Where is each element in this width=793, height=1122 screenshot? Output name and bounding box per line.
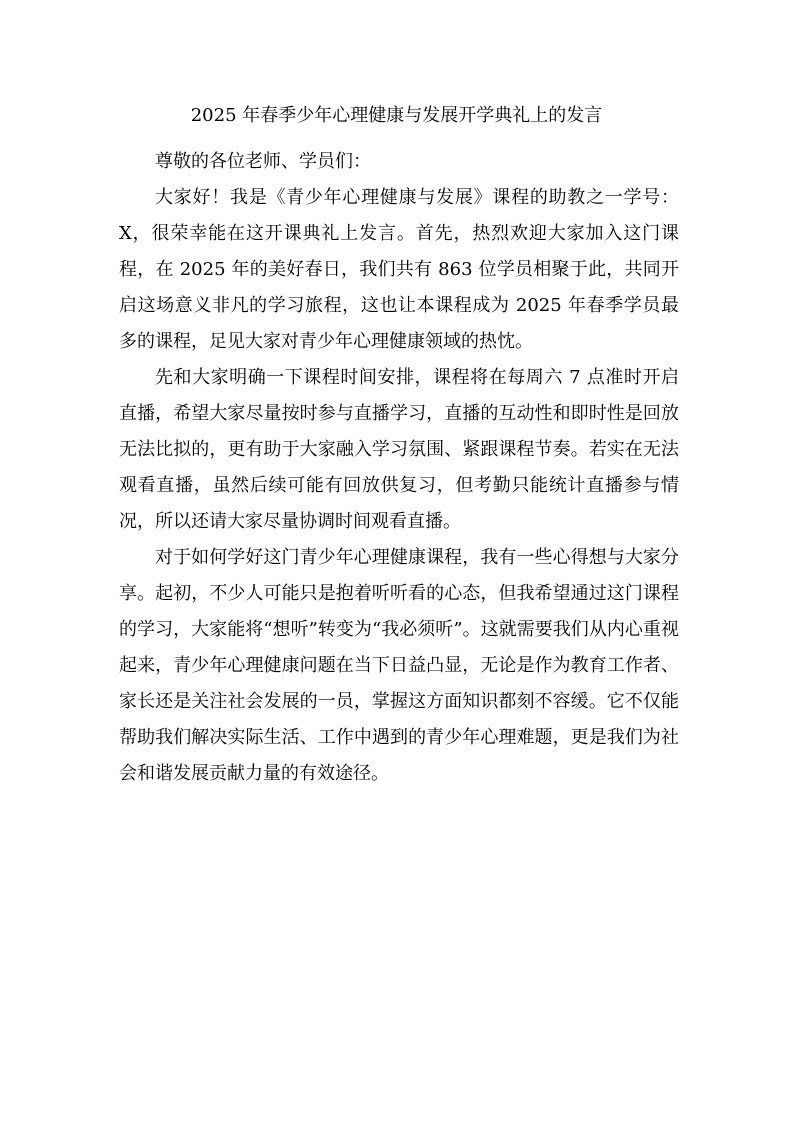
paragraph-intro: 大家好！我是《青少年心理健康与发展》课程的助教之一学号：X，很荣幸能在这开课典礼上发言。首先，热烈欢迎大家加入这门课程，在 2025 年的美好春日，我们共有 863 位学员相聚于此，共同开启这场意义非凡的学习旅程，这也让本课程成为 2025 年春季学员最多的课程，足见大家对青少年心理健康领域的热忱。 (119, 187, 679, 352)
paragraph-schedule: 先和大家明确一下课程时间安排，课程将在每周六 7 点准时开启直播，希望大家尽量按时参与直播学习，直播的互动性和即时性是回放无法比拟的，更有助于大家融入学习氛围、紧跟课程节奏。若实在无法观看直播，虽然后续可能有回放供复习，但考勤只能统计直播参与情况，所以还请大家尽量协调时间观看直播。 (119, 367, 679, 532)
document-body (119, 144, 679, 792)
greeting-line: 尊敬的各位老师、学员们： (155, 151, 371, 172)
document-title: 2025 年春季少年心理健康与发展开学典礼上的发言 (190, 105, 603, 126)
paragraph-advice: 对于如何学好这门青少年心理健康课程，我有一些心得想与大家分享。起初，不少人可能只是抱着听听看的心态，但我希望通过这门课程的学习，大家能将“想听”转变为“我必须听”。这就需要我们从内心重视起来，青少年心理健康问题在当下日益凸显，无论是作为教育工作者、家长还是关注社会发展的一员，掌握这方面知识都刻不容缓。它不仅能帮助我们解决实际生活、工作中遇到的青少年心理难题，更是我们为社会和谐发展贡献力量的有效途径。 (119, 547, 679, 784)
